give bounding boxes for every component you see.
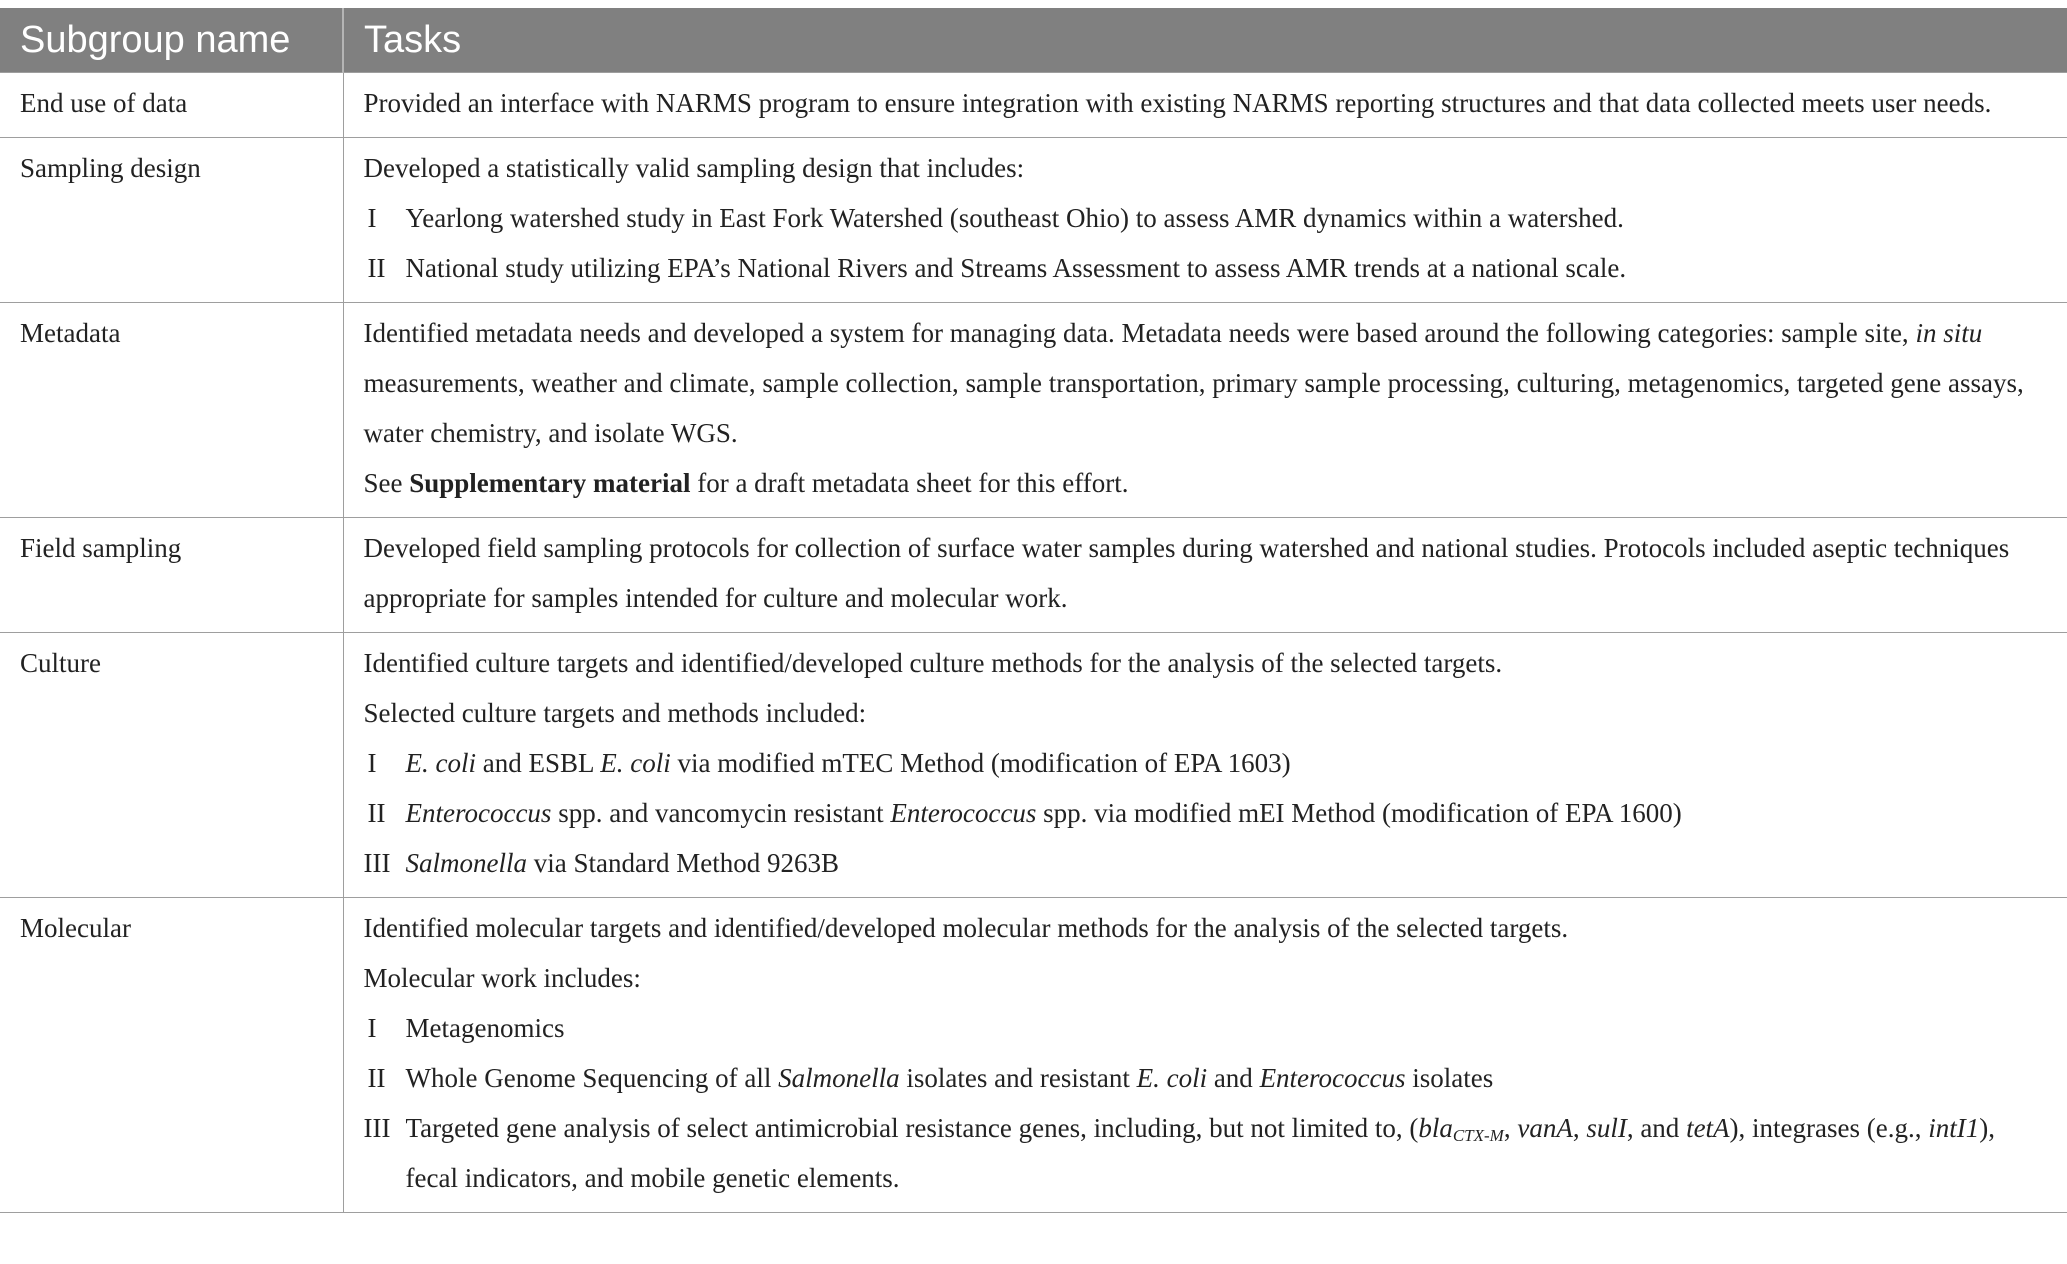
text-run: isolates [1405,1063,1494,1093]
task-text: Provided an interface with NARMS program to ensure integration with existing NARMS reporting structures and that data collected meets user needs. [363,88,1992,118]
list-item [364,1053,2052,1103]
organism-name: Enterococcus [1259,1063,1406,1093]
subgroup-name-cell: Field sampling [0,518,343,633]
organism-name: E. coli [405,748,476,778]
text-run: , and [1626,1113,1687,1143]
tasks-cell [343,518,2067,633]
gene-base: bla [1418,1113,1453,1143]
list-numeral: II [367,253,386,283]
list-numeral: II [367,1063,386,1093]
text-run: , [1572,1113,1587,1143]
text-run: isolates and resistant [899,1063,1137,1093]
text-run: ), fecal indicators, and mobile genetic elements. [405,1113,1995,1193]
organism-name: Enterococcus [890,798,1037,828]
task-intro: Developed a statistically valid sampling design that includes: [363,153,1025,183]
list-numeral: III [363,1113,391,1143]
list-numeral: I [367,1013,377,1043]
organism-name: Enterococcus [405,798,552,828]
table-row [0,138,2067,303]
task-intro: Molecular work includes: [363,963,641,993]
organism-name: E. coli [1136,1063,1208,1093]
organism-name: E. coli [600,748,671,778]
list-item [364,1103,2052,1203]
text-run: via Standard Method 9263B [527,848,839,878]
gene-name [1418,1113,1504,1143]
tasks-cell [343,73,2067,138]
text-run: See [363,468,410,498]
subgroup-tasks-table [0,8,2067,1213]
text-run: and [1207,1063,1260,1093]
gene-subscript: CTX-M [1452,1126,1504,1145]
text-run: and ESBL [475,748,601,778]
table-row [0,303,2067,518]
gene-name: tetA [1686,1113,1730,1143]
table-row [0,633,2067,898]
text-run: spp. via modified mEI Method (modification of EPA 1600) [1036,798,1682,828]
subgroup-name-cell: Molecular [0,898,343,1213]
list-numeral: III [363,848,391,878]
table-row [0,898,2067,1213]
task-intro: Identified molecular targets and identified/developed molecular methods for the analysis of the selected targets. [363,913,1569,943]
text-run: Targeted gene analysis of select antimicrobial resistance genes, including, but not limited to, ( [405,1113,1419,1143]
list-item [364,193,2052,243]
subgroup-name-cell: End use of data [0,73,343,138]
list-item [364,738,2052,788]
text-run: spp. and vancomycin resistant [551,798,891,828]
supplementary-note [364,458,2052,508]
subgroup-name-cell: Sampling design [0,138,343,303]
header-tasks: Tasks [343,8,2067,73]
subgroup-name-cell: Culture [0,633,343,898]
list-item [364,838,2052,888]
tasks-cell [343,303,2067,518]
tasks-cell [343,898,2067,1213]
organism-name: Salmonella [778,1063,900,1093]
table-header-row [0,8,2067,73]
task-text [364,308,2052,458]
task-intro: Selected culture targets and methods included: [363,698,867,728]
list-item [364,243,2052,293]
organism-name: Salmonella [405,848,527,878]
italic-term: in situ [1915,318,1983,348]
task-intro: Identified culture targets and identified/developed culture methods for the analysis of the selected targets. [363,648,1503,678]
tasks-cell [343,633,2067,898]
text-run: for a draft metadata sheet for this effort. [690,468,1129,498]
supplementary-material-link[interactable]: Supplementary material [409,468,691,498]
text-run: measurements, weather and climate, sample collection, sample transportation, primary sample processing, culturing, metagenomics, targeted gene assays, water chemistry, and isolate WGS. [363,368,2024,448]
list-item-text: Yearlong watershed study in East Fork Watershed (southeast Ohio) to assess AMR dynamics within a watershed. [405,203,1624,233]
text-run: , [1503,1113,1518,1143]
list-numeral: I [367,748,377,778]
header-subgroup-name: Subgroup name [0,8,343,73]
tasks-cell [343,138,2067,303]
list-item-text: Metagenomics [405,1013,565,1043]
gene-name: intI1 [1928,1113,1980,1143]
list-item [364,788,2052,838]
list-numeral: I [367,203,377,233]
list-numeral: II [367,798,386,828]
table-row [0,73,2067,138]
gene-name: vanA [1517,1113,1573,1143]
text-run: ), integrases (e.g., [1729,1113,1929,1143]
list-item-text: National study utilizing EPA’s National Rivers and Streams Assessment to assess AMR trends at a national scale. [405,253,1627,283]
gene-name: sulI [1586,1113,1627,1143]
text-run: Identified metadata needs and developed a system for managing data. Metadata needs were based around the following categories: sample site, [363,318,1916,348]
task-text: Developed field sampling protocols for collection of surface water samples during watershed and national studies. Protocols included aseptic techniques appropriate for samples intended for culture and molecular work. [363,533,2010,613]
text-run: via modified mTEC Method (modification of EPA 1603) [670,748,1291,778]
subgroup-name-cell: Metadata [0,303,343,518]
list-item [364,1003,2052,1053]
text-run: Whole Genome Sequencing of all [405,1063,779,1093]
table-row [0,518,2067,633]
